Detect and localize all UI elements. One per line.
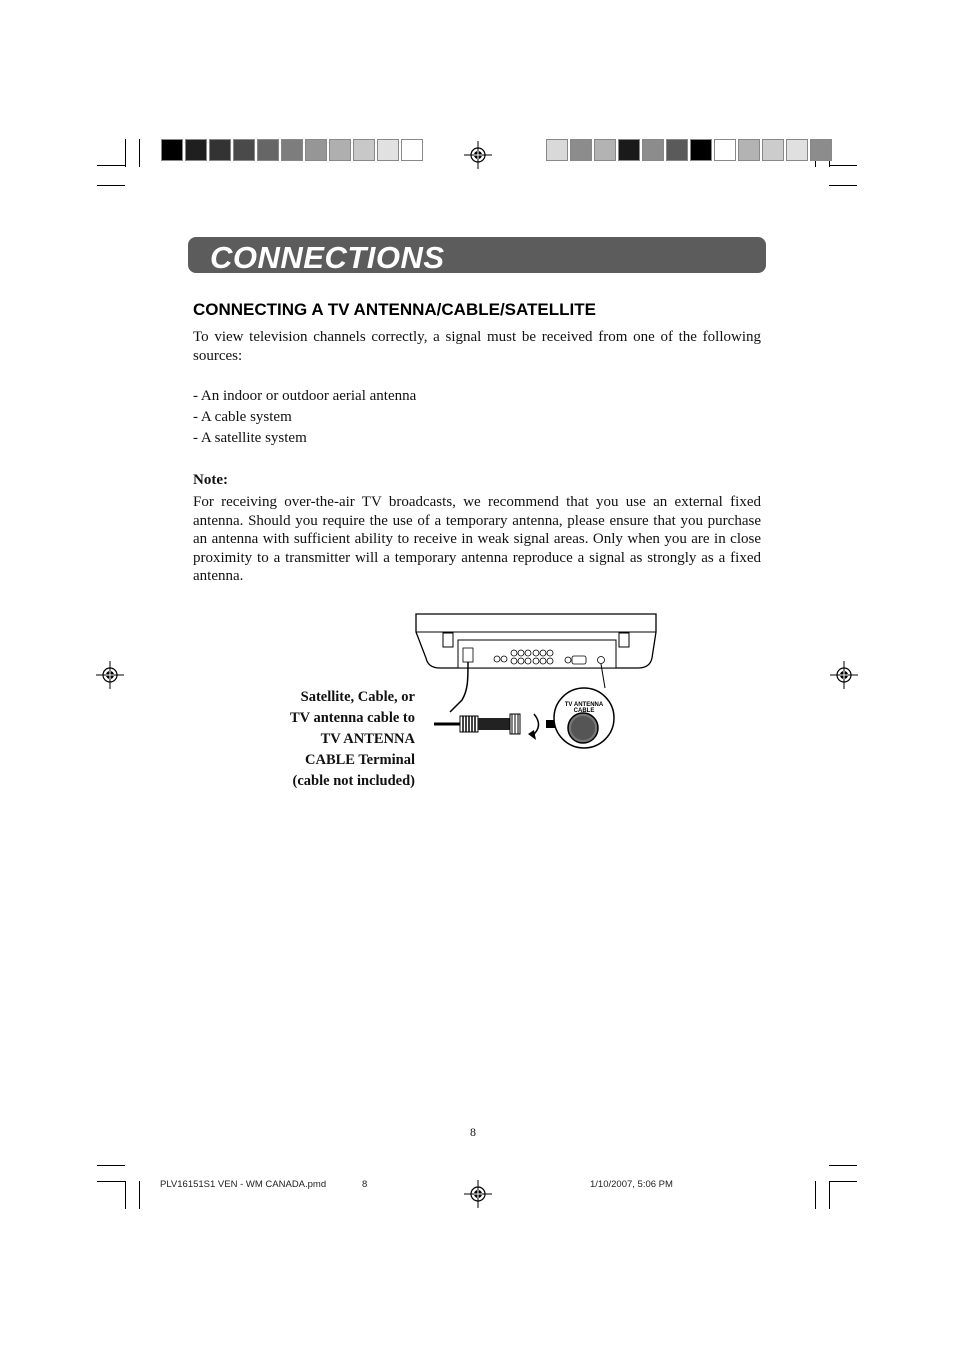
crop-mark xyxy=(829,185,857,186)
registration-mark-icon xyxy=(830,661,858,689)
crop-mark xyxy=(97,165,125,166)
page-number: 8 xyxy=(470,1125,476,1139)
list-item: - An indoor or outdoor aerial antenna xyxy=(193,388,417,404)
list-item: - A cable system xyxy=(193,409,292,425)
crop-mark xyxy=(97,1165,125,1166)
color-swatch xyxy=(233,139,255,161)
caption-line: CABLE Terminal xyxy=(305,752,415,768)
crop-mark xyxy=(125,1181,126,1209)
tv-rear-panel-illustration xyxy=(410,610,665,770)
footer-page: 8 xyxy=(362,1179,368,1190)
page-title: CONNECTIONS xyxy=(210,240,445,275)
terminal-label: CABLE xyxy=(573,708,595,714)
color-swatch xyxy=(161,139,183,161)
color-swatch xyxy=(690,139,712,161)
color-swatch xyxy=(377,139,399,161)
color-swatch xyxy=(305,139,327,161)
color-swatch xyxy=(353,139,375,161)
color-swatch xyxy=(618,139,640,161)
caption-line: TV ANTENNA xyxy=(320,731,415,747)
color-swatch xyxy=(570,139,592,161)
crop-mark xyxy=(829,1181,857,1182)
color-calibration-bar-right xyxy=(546,139,834,161)
color-swatch xyxy=(329,139,351,161)
crop-mark xyxy=(815,1181,816,1209)
terminal-label: TV ANTENNA xyxy=(564,702,604,708)
note-paragraph: For receiving over-the-air TV broadcasts, we recommend that you use an external fixed antenna. Should you require the use of a temporary antenna, please ensure that you purchase an antenna with sufficient ability to receive in weak signal areas. Only when you are in close proximity to a transmitter will a temporary antenna reproduce a signal as strongly as a fixed antenna. xyxy=(193,494,761,584)
section-heading: CONNECTING A TV ANTENNA/CABLE/SATELLITE xyxy=(193,300,596,319)
color-swatch xyxy=(762,139,784,161)
note-label: Note: xyxy=(193,472,228,488)
diagram-caption xyxy=(250,687,415,792)
color-swatch xyxy=(786,139,808,161)
color-swatch xyxy=(642,139,664,161)
crop-mark xyxy=(829,1181,830,1209)
source-list xyxy=(193,386,416,449)
color-swatch xyxy=(546,139,568,161)
color-swatch xyxy=(714,139,736,161)
color-swatch xyxy=(257,139,279,161)
color-swatch xyxy=(738,139,760,161)
crop-mark xyxy=(139,139,140,167)
color-swatch xyxy=(185,139,207,161)
crop-mark xyxy=(829,165,857,166)
crop-mark xyxy=(139,1181,140,1209)
crop-mark xyxy=(97,185,125,186)
registration-mark-icon xyxy=(96,661,124,689)
list-item: - A satellite system xyxy=(193,430,307,446)
color-swatch xyxy=(281,139,303,161)
registration-mark-icon xyxy=(464,1180,492,1208)
color-swatch xyxy=(594,139,616,161)
intro-paragraph: To view television channels correctly, a signal must be received from one of the following sources: xyxy=(193,329,761,364)
color-swatch xyxy=(810,139,832,161)
color-swatch xyxy=(209,139,231,161)
crop-mark xyxy=(97,1181,125,1182)
caption-line: Satellite, Cable, or xyxy=(300,689,415,705)
color-swatch xyxy=(401,139,423,161)
color-calibration-bar-left xyxy=(161,139,425,161)
footer-filename: PLV16151S1 VEN - WM CANADA.pmd xyxy=(160,1179,327,1190)
footer-timestamp: 1/10/2007, 5:06 PM xyxy=(590,1179,673,1190)
crop-mark xyxy=(125,139,126,167)
color-swatch xyxy=(666,139,688,161)
registration-mark-icon xyxy=(464,141,492,169)
caption-line: TV antenna cable to xyxy=(289,710,415,726)
caption-line: (cable not included) xyxy=(292,773,415,789)
crop-mark xyxy=(829,1165,857,1166)
